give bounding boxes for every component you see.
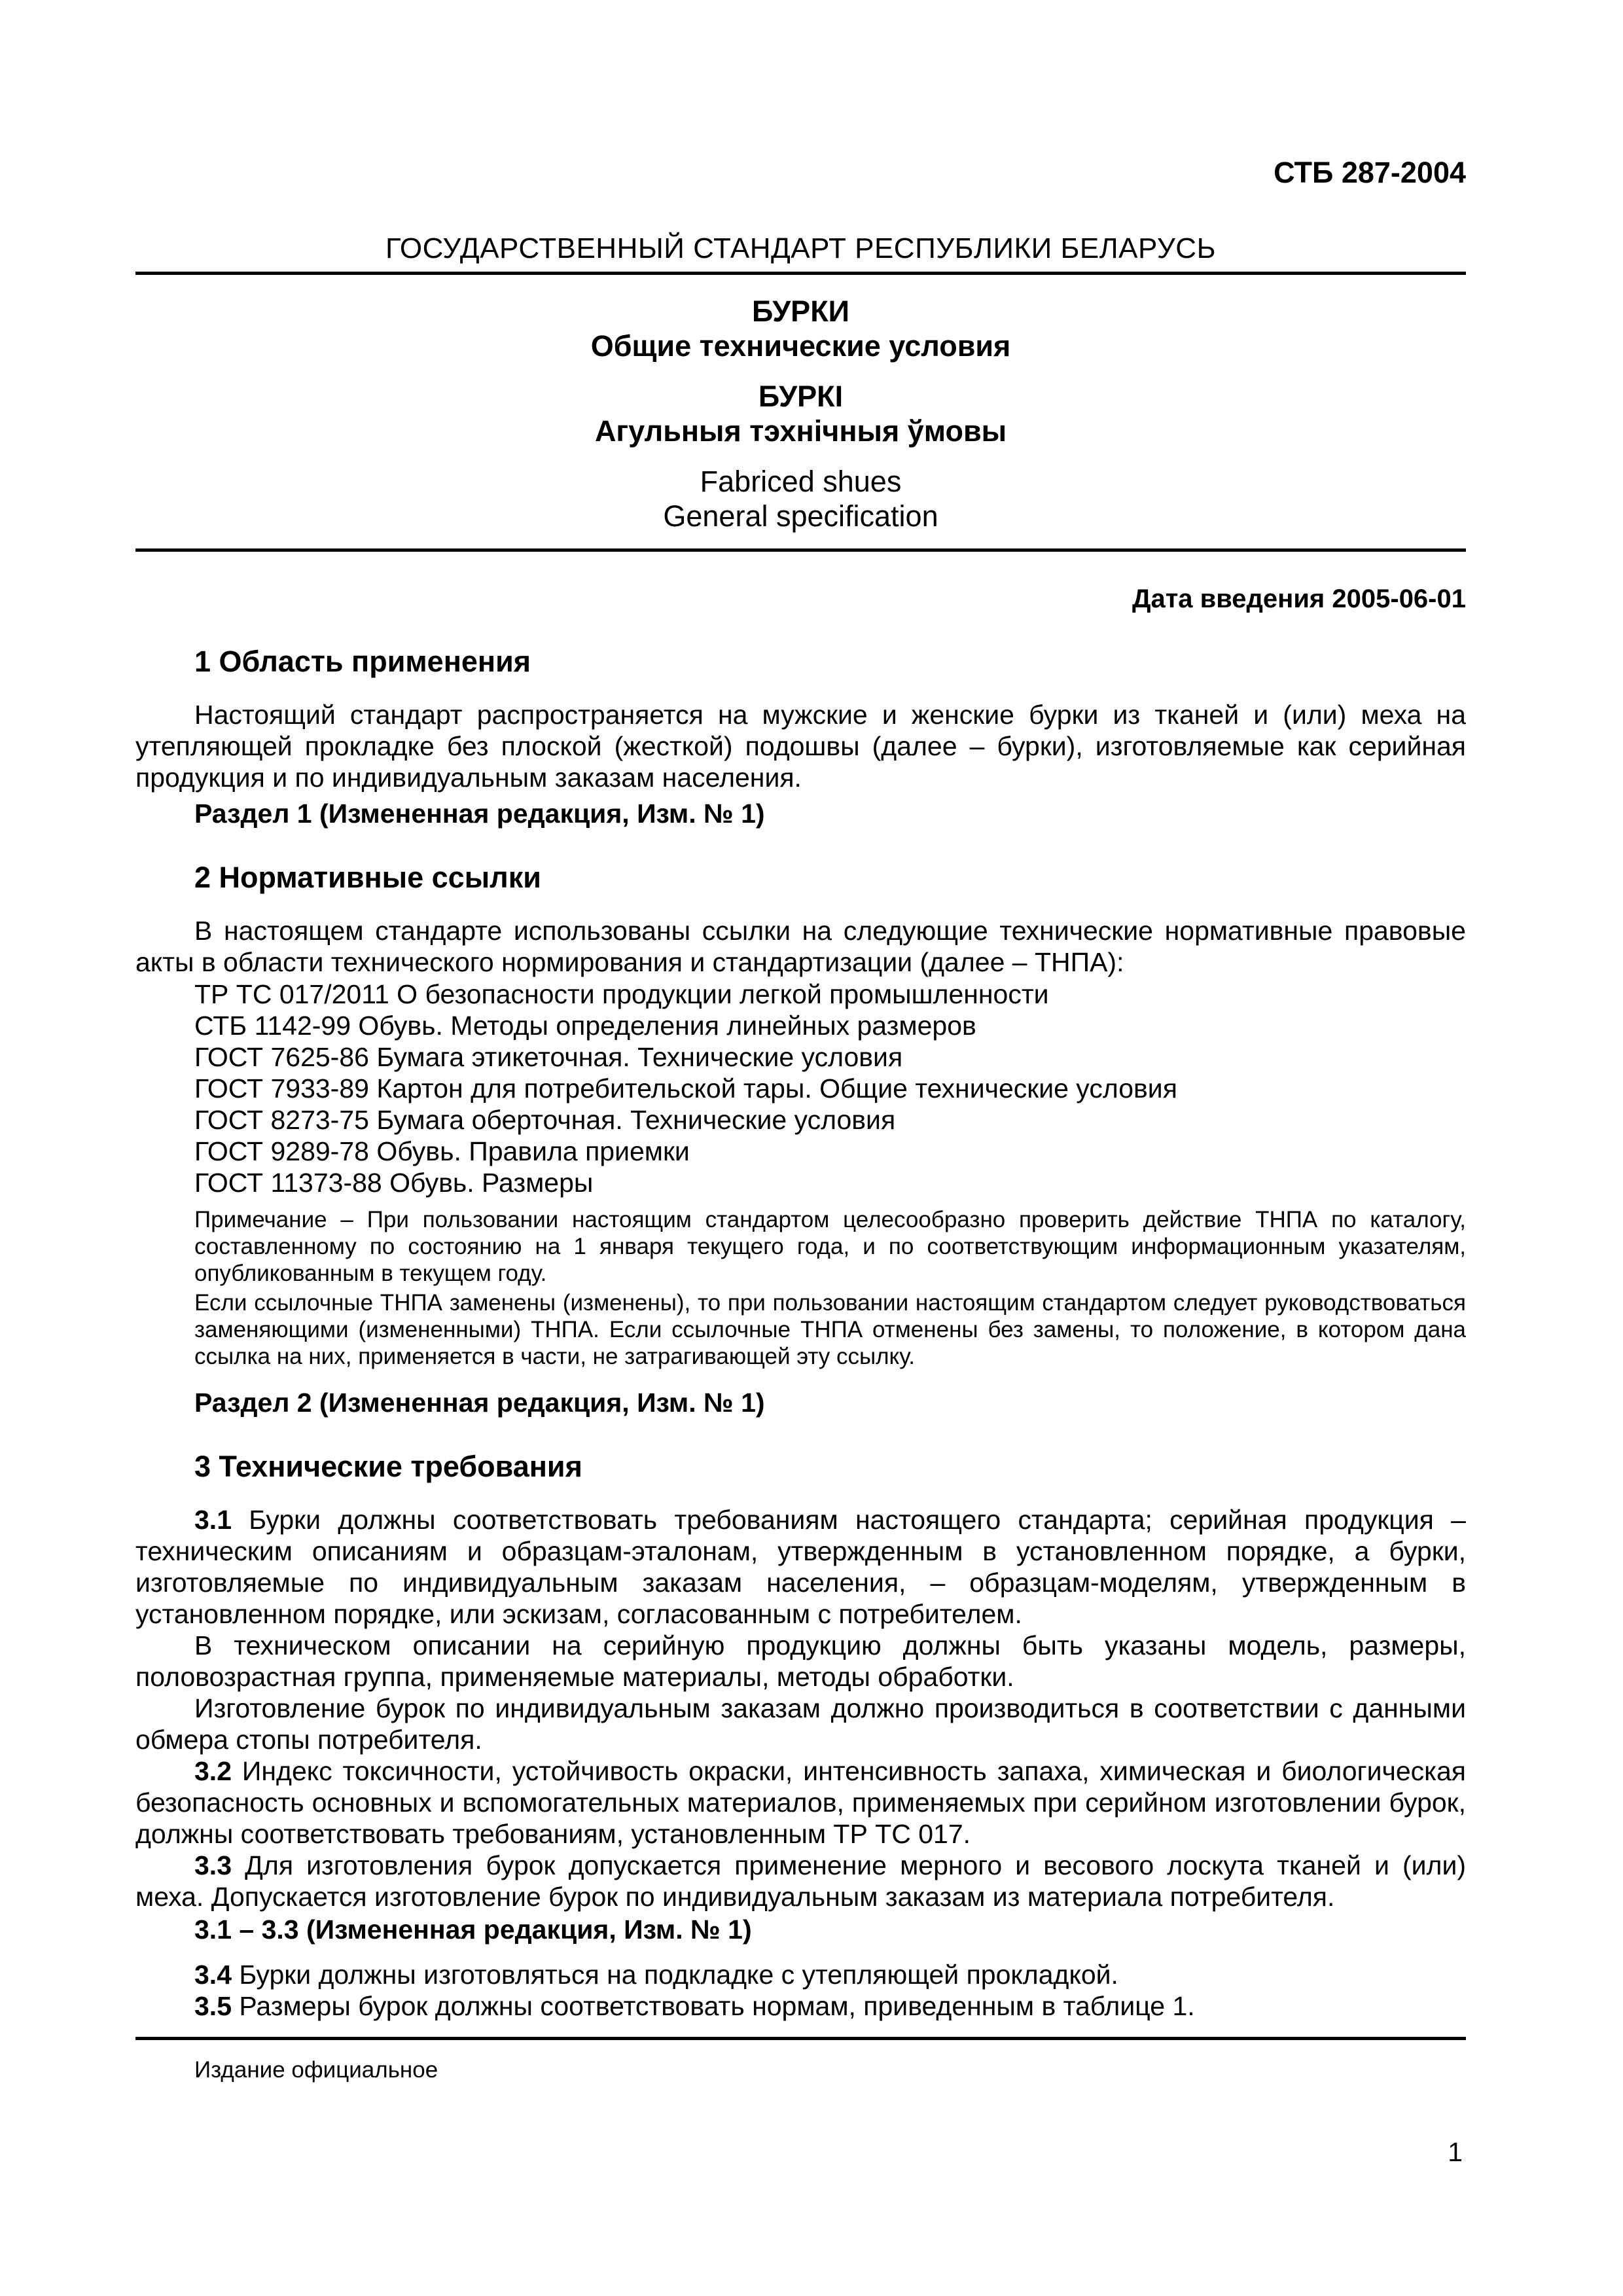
section-3-amendment: 3.1 – 3.3 (Измененная редакция, Изм. № 1) (194, 1914, 752, 1945)
clause-text: Бурки должны изготовляться на подкладке с утепляющей прокладкой. (239, 1960, 1118, 1990)
section-3-heading: 3 Технические требования (194, 1450, 582, 1483)
titles-divider (135, 548, 1466, 552)
clause-text: Размеры бурок должны соответствовать нормам, приведенным в таблице 1. (239, 1991, 1195, 2021)
subtitle-en: General specification (663, 499, 938, 533)
reference-item: ГОСТ 11373-88 Обувь. Размеры (194, 1168, 594, 1198)
page-number: 1 (1448, 2137, 1463, 2167)
title-ru: БУРКИ (751, 295, 850, 328)
clause-3-1 (135, 1504, 1466, 1630)
official-edition-label: Издание официальное (194, 2057, 438, 2083)
state-standard-heading: ГОСУДАРСТВЕННЫЙ СТАНДАРТ РЕСПУБЛИКИ БЕЛАРУСЬ (385, 232, 1216, 264)
clause-3-4 (135, 1959, 1466, 1990)
subtitle-by: Агульныя тэхнічныя ўмовы (594, 414, 1007, 448)
clause-3-1-paragraph-c: Изготовление бурок по индивидуальным заказам должно производиться в соответствии с данными обмера стопы потребителя. (135, 1693, 1466, 1755)
reference-item: ГОСТ 8273-75 Бумага оберточная. Технические условия (194, 1105, 896, 1135)
section-2-amendment: Раздел 2 (Измененная редакция, Изм. № 1) (194, 1388, 765, 1418)
clause-text: Для изготовления бурок допускается применение мерного и весового лоскута тканей и (или) меха. Допускается изготовление бурок по индивидуальным заказам из материала потребителя. (135, 1850, 1466, 1912)
clause-3-2 (135, 1755, 1466, 1850)
section-1-heading: 1 Область применения (194, 645, 531, 678)
clause-number: 3.1 (194, 1505, 232, 1535)
clause-number: 3.5 (194, 1991, 232, 2021)
top-divider (135, 272, 1466, 275)
section-1-text: Настоящий стандарт распространяется на мужские и женские бурки из тканей и (или) меха на утепляющей прокладке без плоской (жесткой) подошвы (далее – бурки), изготовляемые как серийная продукция и по индивидуальным заказам населения. (135, 700, 1466, 793)
clause-number: 3.3 (194, 1850, 232, 1880)
clause-3-5 (135, 1990, 1466, 2022)
reference-item: ГОСТ 9289-78 Обувь. Правила приемки (194, 1136, 690, 1166)
section-1-amendment: Раздел 1 (Измененная редакция, Изм. № 1) (194, 798, 765, 829)
clause-number: 3.2 (194, 1756, 232, 1786)
title-en: Fabriced shues (700, 465, 902, 498)
reference-item: ГОСТ 7933-89 Картон для потребительской тары. Общие технические условия (194, 1073, 1177, 1103)
clause-3-1-paragraph-b: В техническом описании на серийную продукцию должны быть указаны модель, размеры, половозрастная группа, применяемые материалы, методы обработки. (135, 1630, 1466, 1692)
reference-item: ТР ТС 017/2011 О безопасности продукции легкой промышленности (194, 979, 1049, 1009)
clause-text: Индекс токсичности, устойчивость окраски, интенсивность запаха, химическая и биологическая безопасность основных и вспомогательных материалов, применяемых при серийном изготовлении бурок, должны соответствовать требованиям, установленным ТР ТС 017. (135, 1756, 1466, 1849)
document-code: СТБ 287-2004 (1274, 156, 1466, 189)
section-2-note-1: Примечание – При пользовании настоящим стандартом целесообразно проверить действие ТНПА по каталогу, составленному по состоянию на 1 января текущего года, и по соответствующим информационным указателям, опубликованным в текущем году. (194, 1207, 1466, 1286)
section-2-heading: 2 Нормативные ссылки (194, 861, 541, 894)
clause-3-3 (135, 1850, 1466, 1912)
title-by: БУРКІ (758, 380, 844, 413)
clause-number: 3.4 (194, 1960, 232, 1990)
section-2-note-2: Если ссылочные ТНПА заменены (изменены), то при пользовании настоящим стандартом следует руководствоваться заменяющими (измененными) ТНПА. Если ссылочные ТНПА отменены без замены, то положение, в котором дана ссылка на них, применяется в части, не затрагивающей эту ссылку. (194, 1290, 1466, 1369)
subtitle-ru: Общие технические условия (590, 329, 1011, 363)
reference-item: СТБ 1142-99 Обувь. Методы определения линейных размеров (194, 1011, 976, 1041)
reference-item: ГОСТ 7625-86 Бумага этикеточная. Технические условия (194, 1042, 903, 1072)
section-2-intro: В настоящем стандарте использованы ссылки на следующие технические нормативные правовые акты в области технического нормирования и стандартизации (далее – ТНПА): (135, 916, 1466, 977)
footer-divider (135, 2037, 1466, 2040)
clause-text: Бурки должны соответствовать требованиям настоящего стандарта; серийная продукция – техническим описаниям и образцам-эталонам, утвержденным в установленном порядке, а бурки, изготовляемые по индивидуальным заказам населения, – образцам-моделям, утвержденным в установленном порядке, или эскизам, согласованным с потребителем. (135, 1505, 1466, 1629)
introduction-date: Дата введения 2005-06-01 (1132, 584, 1466, 613)
